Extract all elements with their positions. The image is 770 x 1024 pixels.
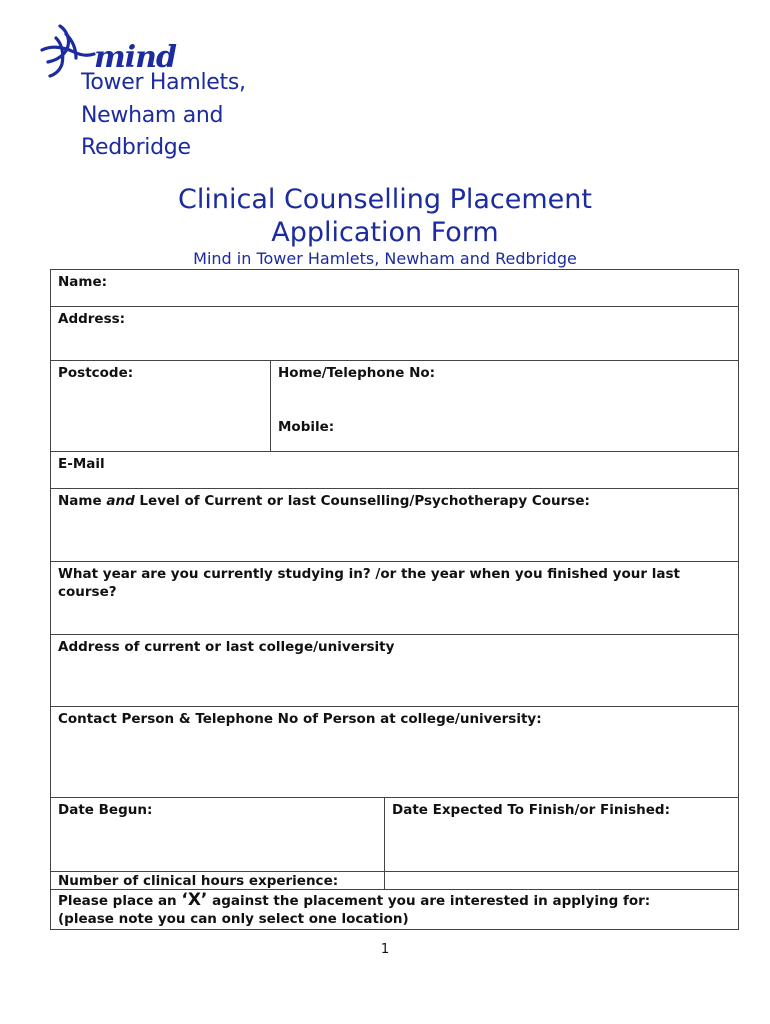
clinical-hours-input[interactable] bbox=[384, 871, 739, 890]
home-telephone-label: Home/Telephone No: bbox=[278, 365, 436, 381]
logo-location-line-2: Newham and bbox=[81, 103, 224, 128]
placement-note: (please note you can only select one location) bbox=[58, 911, 409, 927]
course-field[interactable] bbox=[50, 488, 739, 562]
date-begun-label: Date Begun: bbox=[58, 802, 153, 818]
contact-person-label: Contact Person & Telephone No of Person at college/university: bbox=[58, 711, 542, 727]
date-expected-label: Date Expected To Finish/or Finished: bbox=[392, 802, 670, 818]
placement-instruction-cell bbox=[50, 889, 739, 930]
logo-location-line-3: Redbridge bbox=[81, 135, 191, 160]
telephone-field[interactable] bbox=[270, 360, 739, 452]
date-expected-field[interactable] bbox=[384, 797, 739, 872]
address-label: Address: bbox=[58, 311, 126, 327]
clinical-hours-label: Number of clinical hours experience: bbox=[58, 873, 339, 889]
application-form-table bbox=[50, 269, 739, 930]
form-subtitle: Mind in Tower Hamlets, Newham and Redbridge bbox=[193, 249, 577, 268]
year-studying-field[interactable] bbox=[50, 561, 739, 635]
placement-instruction bbox=[58, 891, 731, 910]
mind-wordmark: mind bbox=[94, 40, 176, 75]
placement-instruction-x: ‘X’ bbox=[181, 890, 208, 910]
course-label-and: and bbox=[106, 493, 135, 509]
name-field[interactable] bbox=[50, 269, 739, 307]
email-field[interactable] bbox=[50, 451, 739, 489]
college-address-field[interactable] bbox=[50, 634, 739, 707]
postcode-field[interactable] bbox=[50, 360, 271, 452]
course-label-part-2: Level of Current or last Counselling/Psychotherapy Course: bbox=[134, 493, 590, 509]
contact-person-field[interactable] bbox=[50, 706, 739, 798]
placement-instruction-part-2: against the placement you are interested in applying for: bbox=[207, 893, 651, 909]
postcode-label: Postcode: bbox=[58, 365, 134, 381]
logo-location-line-1: Tower Hamlets, bbox=[81, 70, 246, 95]
name-label: Name: bbox=[58, 274, 108, 290]
page-number: 1 bbox=[380, 942, 390, 957]
clinical-hours-label-cell bbox=[50, 871, 385, 890]
date-begun-field[interactable] bbox=[50, 797, 385, 872]
placement-instruction-part-1: Please place an bbox=[58, 893, 182, 909]
email-label: E-Mail bbox=[58, 456, 105, 472]
form-title-line-2: Application Form bbox=[271, 217, 499, 248]
year-studying-label: What year are you currently studying in? /or the year when you finished your last course? bbox=[58, 566, 680, 600]
form-title-line-1: Clinical Counselling Placement bbox=[178, 184, 592, 215]
mind-logo bbox=[36, 20, 276, 160]
address-field[interactable] bbox=[50, 306, 739, 361]
course-label-part-1: Name bbox=[58, 493, 107, 509]
college-address-label: Address of current or last college/university bbox=[58, 639, 395, 655]
mobile-label: Mobile: bbox=[278, 419, 335, 435]
